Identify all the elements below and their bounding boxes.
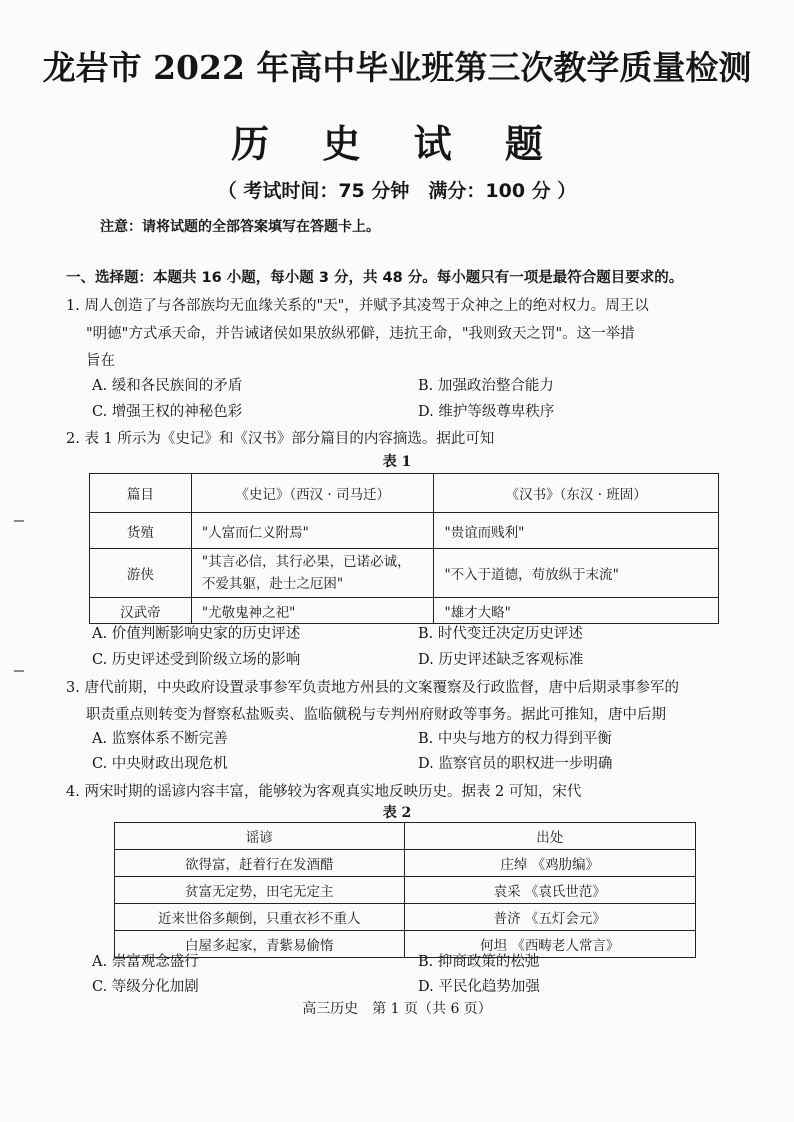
q3-stem-line: 职责重点则转变为督察私盐贩卖、监临僦税与专判州府财政等事务。据此可推知，唐中后期	[86, 707, 666, 723]
q1-stem-line: "明德"方式承天命，并告诫诸侯如果放纵邪僻，违抗王命，"我则致天之罚"。这一举措	[86, 326, 635, 342]
table-header-row	[90, 474, 719, 513]
table-header-cell: 《汉书》（东汉 · 班固）	[434, 474, 719, 513]
table-cell: "雄才大略"	[434, 598, 719, 624]
table-2	[114, 822, 696, 958]
table2-caption: 表 2	[382, 805, 412, 821]
q3-option-c: C. 中央财政出现危机	[92, 756, 228, 772]
q2-option-d: D. 历史评述缺乏客观标准	[418, 652, 584, 668]
table-cell: "其言必信，其行必果，已诺必诚，不爱其躯，赴士之厄困"	[191, 549, 434, 598]
q3-option-b: B. 中央与地方的权力得到平衡	[418, 731, 612, 747]
q2-option-c: C. 历史评述受到阶级立场的影响	[92, 652, 301, 668]
q4-stem: 4. 两宋时期的谣谚内容丰富，能够较为客观真实地反映历史。据表 2 可知，宋代	[66, 784, 582, 800]
q3-stem-line: 3. 唐代前期，中央政府设置录事参军负责地方州县的文案覆察及行政监督，唐中后期录事参军的	[66, 680, 679, 696]
table-cell: "贵谊而贱利"	[434, 513, 719, 549]
q4-option-a: A. 崇富观念盛行	[92, 954, 199, 970]
q1-option-a: A. 缓和各民族间的矛盾	[92, 378, 243, 394]
table-row	[90, 549, 719, 598]
table-row	[115, 850, 696, 877]
q4-option-d: D. 平民化趋势加强	[418, 979, 540, 995]
table-header-cell: 篇目	[90, 474, 192, 513]
table-cell: 何坦 《西畴老人常言》	[404, 931, 696, 958]
table-row	[90, 598, 719, 624]
subject-title: 历 史 试 题	[231, 121, 563, 166]
notice-text: 注意：请将试题的全部答案填写在答题卡上。	[100, 219, 380, 235]
binding-mark	[14, 670, 24, 672]
section-heading: 一、选择题：本题共 16 小题，每小题 3 分，共 48 分。每小题只有一项是最符合题目要求的。	[66, 270, 684, 286]
table-cell: 货殖	[90, 513, 192, 549]
table-cell: 近来世俗多颠倒，只重衣衫不重人	[115, 904, 405, 931]
exam-info: （ 考试时间：75 分钟 满分：100 分 ）	[217, 180, 577, 202]
q1-option-b: B. 加强政治整合能力	[418, 378, 554, 394]
table-header-cell: 《史记》（西汉 · 司马迁）	[191, 474, 434, 513]
table-cell: "尤敬鬼神之祀"	[191, 598, 434, 624]
table-cell: 欲得富，赶着行在发酒醋	[115, 850, 405, 877]
q2-option-a: A. 价值判断影响史家的历史评述	[92, 626, 301, 642]
table-cell: 贫富无定势，田宅无定主	[115, 877, 405, 904]
table-header-cell: 出处	[404, 823, 696, 850]
q1-stem-line: 1. 周人创造了与各部族均无血缘关系的"天"，并赋予其凌驾于众神之上的绝对权力。周王以	[66, 298, 649, 314]
exam-title: 龙岩市 2022 年高中毕业班第三次教学质量检测	[42, 48, 752, 87]
table-1	[89, 473, 719, 624]
table-cell: "人富而仁义附焉"	[191, 513, 434, 549]
table-row	[115, 877, 696, 904]
q2-option-b: B. 时代变迁决定历史评述	[418, 626, 583, 642]
table-row	[115, 931, 696, 958]
table-header-cell: 谣谚	[115, 823, 405, 850]
table-row	[90, 513, 719, 549]
table-cell: 庄绰 《鸡肋编》	[404, 850, 696, 877]
q2-stem: 2. 表 1 所示为《史记》和《汉书》部分篇目的内容摘选。据此可知	[66, 431, 495, 447]
binding-mark	[14, 520, 24, 522]
q4-option-b: B. 抑商政策的松弛	[418, 954, 540, 970]
q1-option-d: D. 维护等级尊卑秩序	[418, 404, 555, 420]
table-cell: 袁采 《袁氏世范》	[404, 877, 696, 904]
table-cell: "不入于道德，苟放纵于末流"	[434, 549, 719, 598]
table1-caption: 表 1	[382, 454, 412, 470]
q3-option-a: A. 监察体系不断完善	[92, 731, 228, 747]
table-cell: 普济 《五灯会元》	[404, 904, 696, 931]
table-cell: 白屋多起家，青紫易偷惰	[115, 931, 405, 958]
table-cell: 游侠	[90, 549, 192, 598]
q4-option-c: C. 等级分化加剧	[92, 979, 199, 995]
q1-option-c: C. 增强王权的神秘色彩	[92, 404, 243, 420]
q1-stem-line: 旨在	[86, 353, 115, 369]
q3-option-d: D. 监察官员的职权进一步明确	[418, 756, 613, 772]
table-cell: 汉武帝	[90, 598, 192, 624]
page-footer: 高三历史 第 1 页（共 6 页）	[302, 1001, 492, 1017]
table-header-row	[115, 823, 696, 850]
table-row	[115, 904, 696, 931]
